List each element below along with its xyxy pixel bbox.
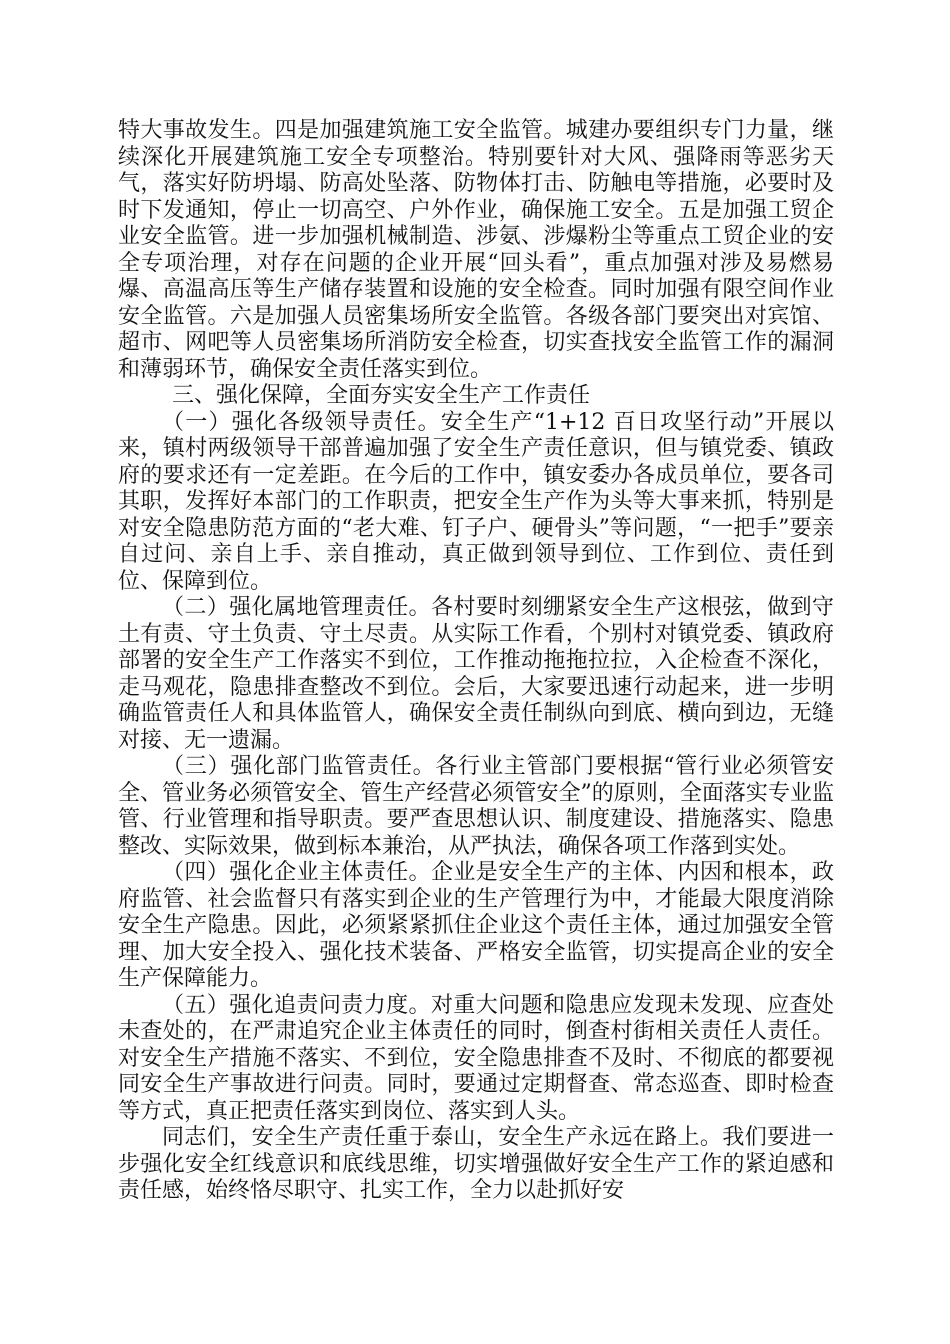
paragraph-leadership-responsibility: （一）强化各级领导责任。安全生产“1+12 百日攻坚行动”开展以来，镇村两级领导干部普遍加强了安全生产责任意识，但与镇党委、镇政府的要求还有一定差距。在今后的工作中，镇安委办各成员单位，要各司其职，发挥好本部门的工作职责，把安全生产作为头等大事来抓，特别是对安全隐患防范方面的“老大难、钉子户、硬骨头”等问题，“一把手”要亲自过问、亲自上手、亲自推动，真正做到领导到位、工作到位、责任到位、保障到位。 (118, 409, 834, 594)
section-heading: 三、强化保障，全面夯实安全生产工作责任 (172, 383, 591, 408)
paragraph-territorial-responsibility: （二）强化属地管理责任。各村要时刻绷紧安全生产这根弦，做到守土有责、守土负责、守土尽责。从实际工作看，个别村对镇党委、镇政府部署的安全生产工作落实不到位，工作推动拖拖拉拉，入企检查不深化，走马观花，隐患排查整改不到位。会后，大家要迅速行动起来，进一步明确监管责任人和具体监管人，确保安全责任制纵向到底、横向到边，无缝对接、无一遗漏。 (118, 595, 834, 753)
paragraph-enterprise-responsibility: （四）强化企业主体责任。企业是安全生产的主体、内因和根本，政府监管、社会监督只有落实到企业的生产管理行为中，才能最大限度消除安全生产隐患。因此，必须紧紧抓住企业这个责任主体，通过加强安全管理、加大安全投入、强化技术装备、严格安全监管，切实提高企业的安全生产保障能力。 (118, 860, 834, 991)
paragraph-department-responsibility: （三）强化部门监管责任。各行业主管部门要根据“管行业必须管安全、管业务必须管安全、管生产经营必须管安全”的原则，全面落实专业监管、行业管理和指导职责。要严查思想认识、制度建设、措施落实、隐患整改、实际效果，做到标本兼治，从严执法，确保各项工作落到实处。 (118, 754, 834, 859)
document-body (118, 118, 834, 1205)
paragraph-accountability: （五）强化追责问责力度。对重大问题和隐患应发现未发现、应查处未查处的，在严肃追究企业主体责任的同时，倒查村街相关责任人责任。对安全生产措施不落实、不到位，安全隐患排查不及时、不彻底的都要视同安全生产事故进行问责。同时，要通过定期督查、常态巡查、即时检查等方式，真正把责任落实到岗位、落实到人头。 (118, 992, 834, 1124)
paragraph-closing: 同志们，安全生产责任重于泰山，安全生产永远在路上。我们要进一步强化安全红线意识和底线思维，切实增强做好安全生产工作的紧迫感和责任感，始终恪尽职守、扎实工作，全力以赴抓好安 (118, 1125, 834, 1203)
paragraph-continued: 特大事故发生。四是加强建筑施工安全监管。城建办要组织专门力量，继续深化开展建筑施工安全专项整治。特别要针对大风、强降雨等恶劣天气，落实好防坍塌、防高处坠落、防物体打击、防触电等措施，必要时及时下发通知，停止一切高空、户外作业，确保施工安全。五是加强工贸企业安全监管。进一步加强机械制造、涉氨、涉爆粉尘等重点工贸企业的安全专项治理，对存在问题的企业开展“回头看”，重点加强对涉及易燃易爆、高温高压等生产储存装置和设施的安全检查。同时加强有限空间作业安全监管。六是加强人员密集场所安全监管。各级各部门要突出对宾馆、超市、网吧等人员密集场所消防安全检查，切实查找安全监管工作的漏洞和薄弱环节，确保安全责任落实到位。 (118, 118, 834, 382)
